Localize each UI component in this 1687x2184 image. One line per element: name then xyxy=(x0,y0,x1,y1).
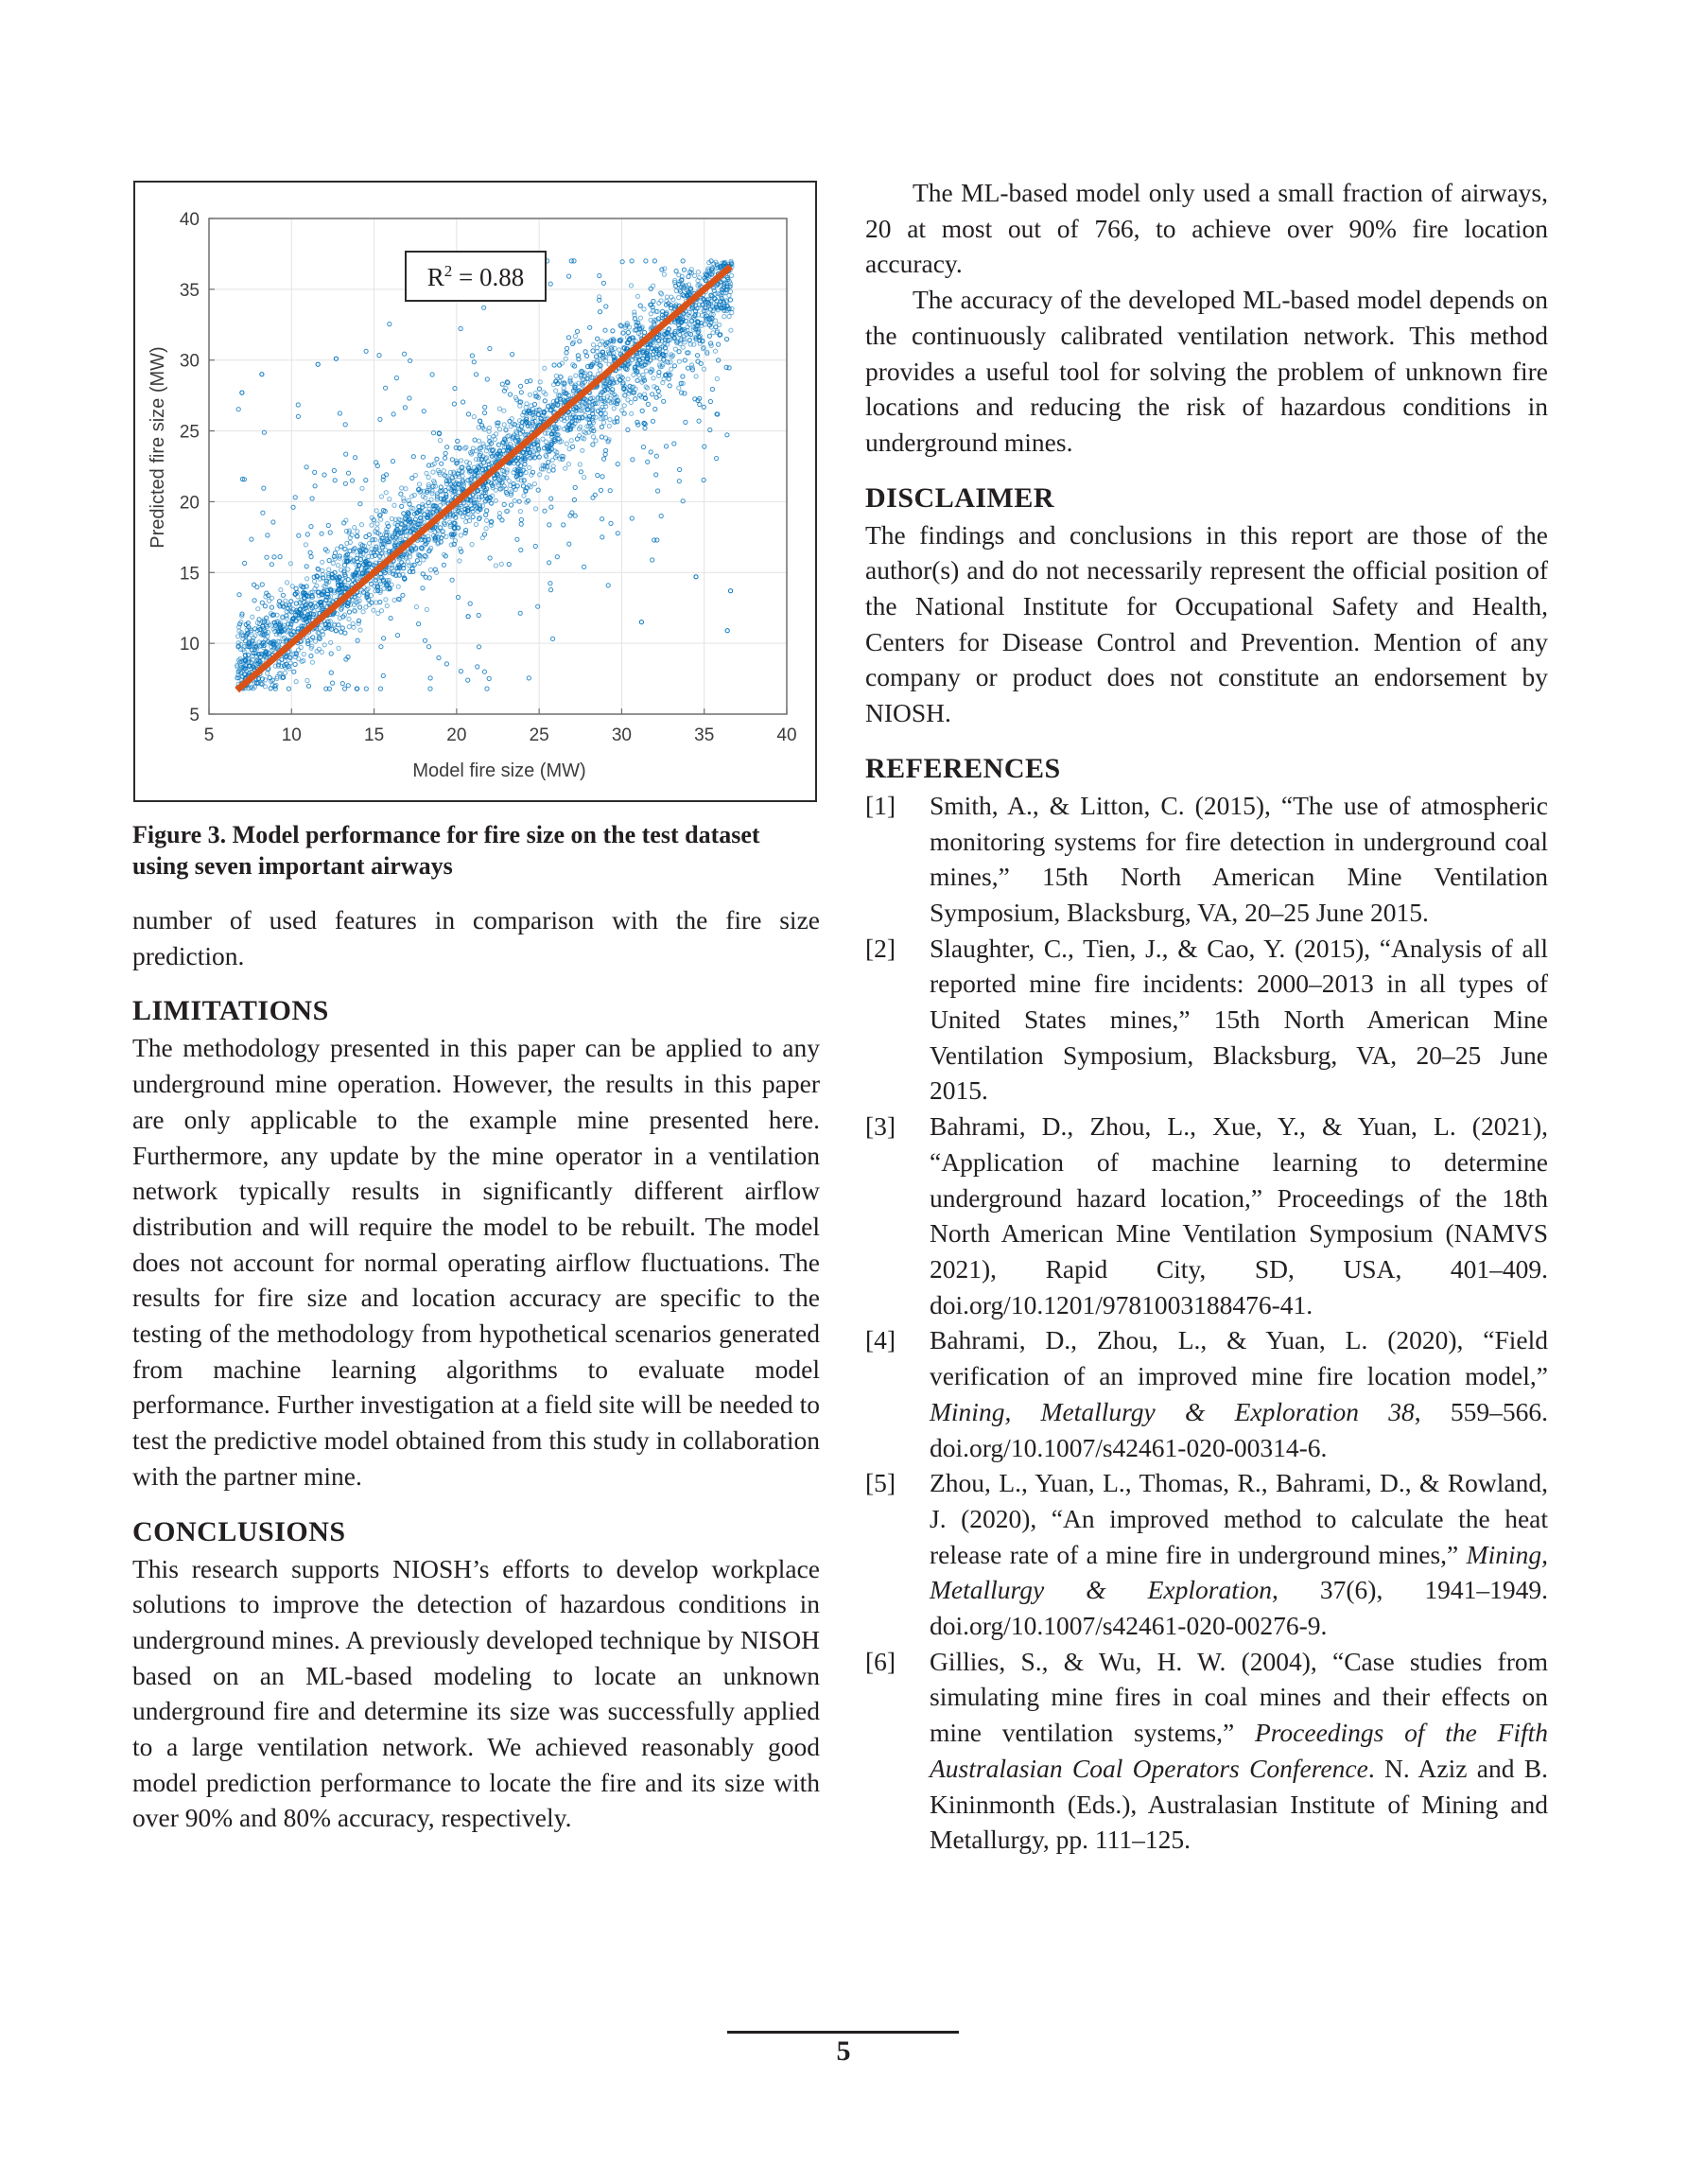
page-number: 5 xyxy=(836,2035,851,2067)
conclusions-heading: CONCLUSIONS xyxy=(132,1515,346,1547)
reference-text: Smith, A., & Litton, C. (2015), “The use of atmospheric monitoring systems for fire detection in underground coal mines,” 15th North American Mine Ventilation Symposium, Blacksburg, VA, 20–25 June 2015. xyxy=(930,790,1548,927)
svg-text:40: 40 xyxy=(776,725,797,745)
reference-number: [4] xyxy=(865,1325,896,1355)
svg-text:35: 35 xyxy=(694,725,715,745)
svg-text:5: 5 xyxy=(203,725,215,745)
svg-text:30: 30 xyxy=(179,351,200,372)
reference-number: [5] xyxy=(865,1468,896,1498)
svg-text:20: 20 xyxy=(179,493,200,514)
ml-model-paragraph: The ML-based model only used a small fraction of airways, 20 at most out of 766, to achieve over 90% fire location accuracy. xyxy=(865,178,1548,279)
svg-text:25: 25 xyxy=(179,422,200,443)
accuracy-paragraph: The accuracy of the developed ML-based model depends on the continuously calibrated ventilation network. This method provides a useful tool for solving the problem of unknown fire locations and reducing the risk of hazardous conditions in underground mines. xyxy=(865,285,1548,457)
figure-3 xyxy=(133,181,817,802)
limitations-heading: LIMITATIONS xyxy=(132,995,329,1027)
reference-list xyxy=(865,788,1548,1858)
right-column xyxy=(865,175,1548,1858)
reference-item xyxy=(865,1322,1548,1465)
references-heading: REFERENCES xyxy=(865,752,1061,784)
scatter-chart xyxy=(135,183,814,799)
reference-item xyxy=(865,931,1548,1109)
reference-number: [3] xyxy=(865,1111,896,1142)
svg-text:10: 10 xyxy=(281,725,302,745)
svg-text:5: 5 xyxy=(189,706,200,725)
reference-text: Bahrami, D., Zhou, L., & Yuan, L. (2020), “Field verification of an improved mine fire location model,” Mining, Metallurgy & Exploration 38, 559–566. doi.org/10.1007/s42461-020-00314-6. xyxy=(930,1325,1548,1462)
svg-text:30: 30 xyxy=(611,725,632,745)
svg-text:15: 15 xyxy=(364,725,385,745)
svg-text:25: 25 xyxy=(529,725,549,745)
footer-rule xyxy=(727,2031,959,2034)
reference-number: [2] xyxy=(865,933,896,963)
reference-item xyxy=(865,1644,1548,1858)
svg-text:15: 15 xyxy=(179,564,200,585)
svg-text:35: 35 xyxy=(179,280,200,301)
svg-text:R2 = 0.88: $R^2 = 0.88$ xyxy=(426,262,525,291)
disclaimer-paragraph: The findings and conclusions in this report are those of the author(s) and do not necessarily represent the official position of the National Institute for Occupational Safety and Health, Centers for Disease Control and Prevention. Mention of any company or product does not constitute an endorsement by NIOSH. xyxy=(865,519,1548,728)
conclusions-paragraph: This research supports NIOSH’s efforts to develop workplace solutions to improve the detection of hazardous conditions in underground mines. A previously developed technique by NISOH based on an ML-based modeling to locate an unknown underground fire and determine its size was successfully applied to a large ventilation network. We achieved reasonably good model prediction performance to locate the fire and its size with over 90% and 80% accuracy, respectively. xyxy=(132,1553,820,1833)
svg-text:10: 10 xyxy=(179,635,200,655)
reference-text: Slaughter, C., Tien, J., & Cao, Y. (2015), “Analysis of all reported mine fire incidents: 2000–2013 in all types of United States mines,” 15th North American Mine Ventilation Symposium, Blacksburg, VA, 20–25 June 2015. xyxy=(930,933,1548,1106)
continuation-paragraph: number of used features in comparison with the fire size prediction. xyxy=(132,905,820,970)
reference-text: Bahrami, D., Zhou, L., Xue, Y., & Yuan, L. (2021), “Application of machine learning to determine underground hazard location,” Proceedings of the 18th North American Mine Ventilation Symposium (NAMVS 2021), Rapid City, SD, USA, 401–409. doi.org/10.1201/9781003188476-41. xyxy=(930,1111,1548,1319)
disclaimer-heading: DISCLAIMER xyxy=(865,481,1055,514)
svg-text:40: 40 xyxy=(179,210,200,230)
reference-item xyxy=(865,788,1548,931)
y-axis-label: Predicted fire size (MW) xyxy=(148,346,168,549)
reference-item xyxy=(865,1109,1548,1322)
limitations-paragraph: The methodology presented in this paper can be applied to any underground mine operation. However, the results in this paper are only applicable to the example mine presented here. Furthermore, any update by the mine operator in a ventilation network typically results in significantly different airflow distribution and will require the model to be rebuilt. The model does not account for normal operating airflow fluctuations. The results for fire size and location accuracy are specific to the testing of the methodology from hypothetical scenarios generated from machine learning algorithms to evaluate model performance. Further investigation at a field site will be needed to test the predictive model obtained from this study in collaboration with the partner mine. xyxy=(132,1033,820,1491)
reference-text: Zhou, L., Yuan, L., Thomas, R., Bahrami, D., & Rowland, J. (2020), “An improved method to calculate the heat release rate of a mine fire in underground mines,” Mining, Metallurgy & Exploration, 37(6), 1941–1949. doi.org/10.1007/s42461-020-00276-9. xyxy=(930,1468,1548,1641)
left-column xyxy=(132,902,820,1836)
x-axis-label: Model fire size (MW) xyxy=(412,760,586,781)
reference-text: Gillies, S., & Wu, H. W. (2004), “Case studies from simulating mine fires in coal mines and their effects on mine ventilation systems,” Proceedings of the Fifth Australasian Coal Operators Conference. N. Aziz and B. Kininmonth (Eds.), Australasian Institute of Mining and Metallurgy, pp. 111–125. xyxy=(930,1646,1548,1855)
svg-text:20: 20 xyxy=(446,725,467,745)
reference-number: [1] xyxy=(865,790,896,820)
reference-number: [6] xyxy=(865,1646,896,1676)
reference-item xyxy=(865,1465,1548,1644)
figure-caption: Figure 3. Model performance for fire size on the test dataset using seven important airways xyxy=(132,821,760,880)
r2-annotation xyxy=(406,252,546,301)
